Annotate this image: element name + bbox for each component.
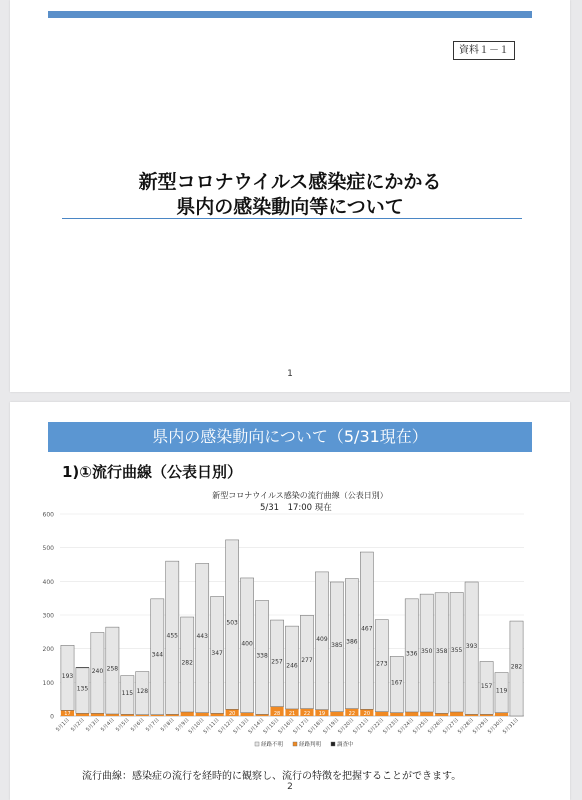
bar-value-label: 282 (510, 663, 523, 671)
x-tick-label: 5月28日 (456, 717, 476, 736)
x-tick-label: 5月31日 (501, 717, 520, 736)
bar-value-label: 135 (76, 685, 89, 693)
bar-known-route (91, 713, 104, 716)
bar-value-label: 115 (121, 689, 134, 697)
bar-known-route (255, 714, 268, 716)
x-tick-label: 5月9日 (174, 717, 191, 733)
document-label: 資料１－１ (453, 41, 515, 60)
bar-known-label: 28 (273, 711, 281, 717)
bar-known-label: 20 (363, 711, 371, 717)
y-tick-label: 0 (50, 713, 54, 721)
x-tick-label: 5月20日 (337, 717, 356, 736)
y-tick-label: 100 (42, 679, 54, 687)
bar-value-label: 344 (151, 651, 164, 659)
slide-2 (10, 402, 570, 800)
slide-1 (10, 0, 570, 392)
bar-value-label: 119 (495, 687, 508, 695)
bar-known-label: 21 (288, 711, 296, 717)
x-tick-label: 5月8日 (159, 717, 176, 733)
x-tick-label: 5月21日 (352, 717, 371, 736)
bar-known-route (196, 713, 209, 716)
bar-value-label: 193 (61, 672, 74, 680)
bar-value-label: 128 (136, 688, 149, 696)
section-banner: 県内の感染動向について（5/31現在） (48, 422, 532, 452)
title-line-1: 新型コロナウイルス感染症にかかる (138, 171, 442, 193)
x-tick-label: 5月13日 (232, 717, 251, 736)
bar-known-route (390, 713, 403, 716)
bar-value-label: 409 (316, 635, 328, 643)
bar-known-route (330, 712, 343, 716)
bar-value-label: 355 (450, 647, 463, 655)
bar-value-label: 157 (480, 682, 493, 690)
bar-known-route (76, 713, 89, 716)
x-tick-label: 5月4日 (99, 717, 116, 733)
chart-footnote: 流行曲線：感染症の流行を経時的に観察し、流行の特徴を把握することができます。 (82, 771, 462, 782)
page-number: 1 (287, 369, 293, 379)
bar-known-label: 22 (303, 711, 311, 717)
bar-known-route (166, 714, 179, 716)
bar-known-label: 17 (64, 711, 71, 717)
x-tick-label: 5月19日 (322, 717, 341, 736)
bar-known-route (480, 714, 493, 716)
title-line-2: 県内の感染動向等について (176, 196, 404, 218)
legend-swatch (293, 742, 297, 746)
bar-value-label: 258 (106, 665, 119, 673)
chart-title: 新型コロナウイルス感染の流行曲線（公表日別） (212, 491, 388, 500)
x-tick-label: 5月3日 (85, 717, 101, 733)
x-tick-label: 5月18日 (307, 717, 326, 736)
x-tick-label: 5月5日 (114, 717, 131, 733)
legend-label: 経路判明 (299, 742, 322, 748)
page-number: 2 (287, 782, 293, 792)
bar-known-label: 20 (228, 711, 236, 717)
bar-value-label: 455 (166, 632, 178, 640)
y-tick-label: 200 (42, 646, 54, 654)
bar-value-label: 400 (241, 640, 253, 648)
x-tick-label: 5月10日 (187, 717, 206, 736)
bar-known-route (121, 714, 134, 716)
legend-label: 経路不明 (261, 742, 284, 748)
bar-value-label: 257 (271, 658, 283, 666)
bar-known-route (420, 712, 433, 716)
bar-value-label: 336 (406, 650, 418, 658)
bar-value-label: 467 (361, 625, 373, 633)
bar-known-route (495, 713, 508, 716)
bar-value-label: 347 (211, 649, 223, 657)
bar-known-route (181, 712, 194, 716)
title-underline (62, 218, 522, 219)
legend-label: 調査中 (337, 742, 354, 748)
chart-subtitle: 5/31 17:00 現在 (260, 503, 332, 513)
bar-known-route (106, 714, 119, 716)
bar-known-route (405, 712, 418, 716)
x-tick-label: 5月29日 (471, 717, 490, 736)
x-tick-label: 5月25日 (412, 717, 431, 736)
bar-value-label: 385 (331, 641, 343, 649)
y-tick-label: 300 (42, 612, 54, 620)
bar-value-label: 503 (226, 619, 238, 627)
x-tick-label: 5月27日 (441, 717, 461, 736)
x-tick-label: 5月11日 (202, 717, 221, 736)
bar-value-label: 273 (376, 660, 388, 668)
x-tick-label: 5月14日 (247, 717, 266, 736)
bar-known-route (435, 713, 448, 716)
bar-value-label: 338 (256, 652, 268, 660)
x-tick-label: 5月1日 (55, 717, 71, 733)
bar-known-route (465, 714, 478, 716)
x-tick-label: 5月2日 (70, 717, 86, 733)
bar-under-investigation (76, 667, 89, 668)
bar-value-label: 386 (346, 638, 358, 646)
y-tick-label: 400 (42, 578, 54, 586)
bar-known-route (211, 713, 224, 716)
x-tick-label: 5月15日 (262, 717, 281, 736)
slide-title (50, 170, 530, 220)
legend-swatch (331, 742, 335, 746)
bar-known-route (241, 713, 254, 716)
x-tick-label: 5月23日 (382, 717, 401, 736)
bar-value-label: 277 (301, 656, 313, 664)
bar-known-label: 19 (318, 711, 326, 717)
x-tick-label: 5月7日 (144, 717, 161, 733)
y-tick-label: 500 (42, 545, 54, 553)
x-tick-label: 5月6日 (129, 717, 146, 733)
slide-top-bar (48, 11, 532, 18)
x-tick-label: 5月16日 (277, 717, 296, 736)
y-tick-label: 600 (42, 511, 54, 519)
bar-value-label: 443 (196, 633, 208, 641)
section-heading: 1)①流行曲線（公表日別） (62, 463, 242, 481)
bar-known-route (375, 712, 388, 716)
legend-swatch (255, 742, 259, 746)
bar-value-label: 350 (420, 648, 433, 656)
bar-value-label: 393 (465, 643, 478, 651)
bar-known-label: 22 (348, 711, 356, 717)
x-tick-label: 5月22日 (367, 717, 386, 736)
bar-known-route (450, 712, 463, 716)
bar-value-label: 282 (181, 659, 193, 667)
x-tick-label: 5月17日 (292, 717, 311, 736)
x-tick-label: 5月24日 (397, 717, 416, 736)
x-tick-label: 5月12日 (217, 717, 236, 736)
x-tick-label: 5月26日 (427, 717, 446, 736)
bar-value-label: 240 (91, 667, 104, 675)
bar-value-label: 358 (435, 648, 448, 656)
bar-value-label: 167 (391, 679, 403, 687)
epidemic-curve-chart (30, 510, 540, 760)
x-tick-label: 5月30日 (486, 717, 505, 736)
bar-value-label: 246 (286, 662, 298, 670)
